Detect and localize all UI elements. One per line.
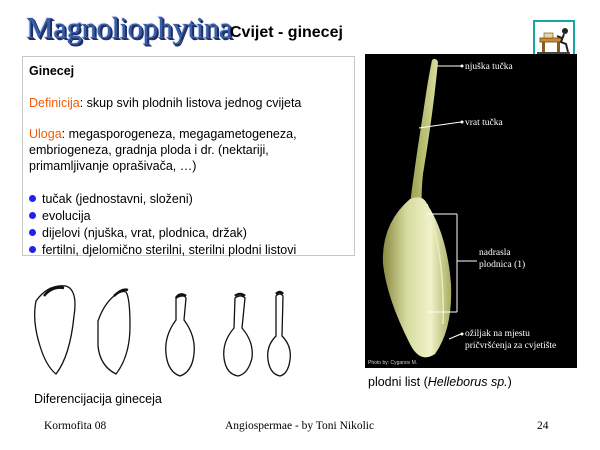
list-item [29,242,296,259]
caption-suffix: ) [507,375,512,389]
uloga-text: : megasporogeneza, megagametogeneza, embriogeneza, gradnja ploda i dr. (nektariji, primamljivanje oprašivača, …) [29,127,297,173]
definicija-label: Definicija [29,96,80,110]
label-stigma: njuška tučka [465,62,513,72]
photo-credit: Photo by: Cyganov M. [368,360,418,366]
list-item [29,225,296,242]
role-paragraph [29,126,351,174]
label-style: vrat tučka [465,118,503,128]
list-item-text: dijelovi (njuška, vrat, plodnica, držak) [42,226,247,240]
topic-list [29,191,296,259]
footer-author: Angiospermae - by Toni Nikolic [225,420,375,432]
drawings-caption: Diferencijacija gineceja [34,392,162,406]
bullet-dot-icon [29,229,36,236]
label-ovary-1: nadrasla [479,248,511,258]
carpel-photo [365,54,577,368]
footer-course: Kormofita 08 [44,420,107,432]
caption-prefix: plodni list ( [368,375,428,389]
footer-page-number: 24 [537,420,549,432]
definition-paragraph [29,95,351,111]
bullet-dot-icon [29,212,36,219]
list-item-text: fertilni, djelomično sterilni, sterilni plodni listovi [42,243,297,257]
list-item-text: evolucija [42,209,91,223]
bullet-dot-icon [29,195,36,202]
list-item [29,191,296,208]
gynoecium-drawings [26,276,301,384]
panel-heading: Ginecej [29,64,75,78]
photo-caption [368,375,512,389]
page-title: Magnoliophytina [26,10,233,45]
label-scar-2: pričvršćenja za cvjetište [465,341,557,351]
list-item-text: tučak (jednostavni, složeni) [42,192,193,206]
slide-subtitle: Cvijet - ginecej [230,24,343,41]
label-scar-1: ožiljak na mjestu [465,329,530,339]
caption-species: Helleborus sp. [427,375,508,389]
uloga-label: Uloga [29,127,62,141]
definition-panel [22,56,355,256]
list-item [29,208,296,225]
bullet-dot-icon [29,246,36,253]
definicija-text: : skup svih plodnih listova jednog cvijeta [79,96,302,110]
label-ovary-2: plodnica (1) [479,260,526,270]
